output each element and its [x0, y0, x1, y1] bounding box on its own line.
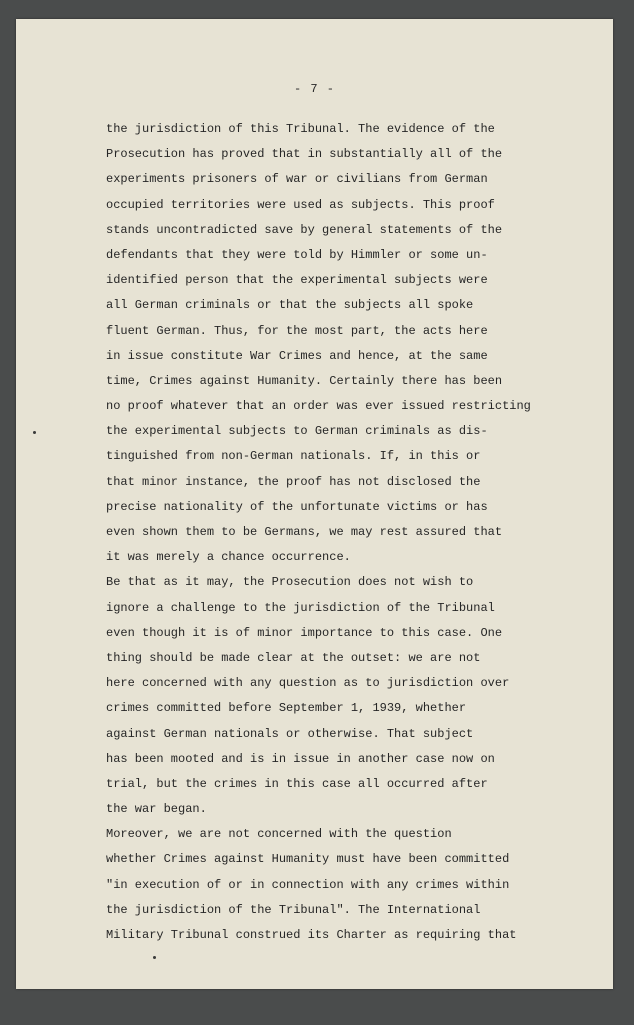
text-line: Military Tribunal construed its Charter as requiring that: [106, 928, 517, 942]
text-line: all German criminals or that the subjects all spoke: [106, 298, 474, 313]
margin-mark: [153, 956, 156, 959]
text-line: "in execution of or in connection with any crimes within: [106, 877, 510, 892]
text-line: even though it is of minor importance to this case. One: [106, 625, 503, 640]
text-line: stands uncontradicted save by general statements of the: [106, 222, 503, 237]
text-line: fluent German. Thus, for the most part, the acts here: [106, 323, 488, 338]
text-line: the experimental subjects to German criminals as dis-: [106, 424, 488, 439]
text-line: that minor instance, the proof has not disclosed the: [106, 474, 481, 489]
page-number: - 7 -: [293, 82, 335, 96]
text-line: occupied territories were used as subjects. This proof: [106, 197, 495, 212]
text-line: precise nationality of the unfortunate victims or has: [106, 499, 488, 514]
text-line: trial, but the crimes in this case all occurred after: [106, 776, 488, 791]
margin-mark: [33, 431, 36, 434]
text-line: experiments prisoners of war or civilians from German: [106, 172, 488, 187]
text-line: ignore a challenge to the jurisdiction of the Tribunal: [106, 600, 495, 615]
text-line: defendants that they were told by Himmler or some un-: [106, 247, 488, 262]
text-line: tinguished from non-German nationals. If, in this or: [106, 449, 481, 464]
text-line: Moreover, we are not concerned with the question: [106, 827, 452, 842]
body-text: [106, 117, 566, 948]
text-line: Prosecution has proved that in substantially all of the: [106, 147, 503, 162]
text-line: it was merely a chance occurrence.: [106, 550, 351, 565]
text-line: in issue constitute War Crimes and hence, at the same: [106, 348, 488, 363]
text-line: even shown them to be Germans, we may rest assured that: [106, 525, 503, 539]
text-line: crimes committed before September 1, 1939, whether: [106, 701, 467, 716]
text-line: time, Crimes against Humanity. Certainly there has been: [106, 373, 503, 388]
text-line: the war began.: [106, 802, 207, 817]
text-line: Be that as it may, the Prosecution does not wish to: [106, 575, 474, 590]
text-line: identified person that the experimental subjects were: [106, 273, 488, 288]
text-line: has been mooted and is in issue in another case now on: [106, 751, 495, 766]
text-line: against German nationals or otherwise. That subject: [106, 726, 474, 741]
text-line: here concerned with any question as to jurisdiction over: [106, 676, 510, 691]
text-line: whether Crimes against Humanity must have been committed: [106, 852, 510, 867]
text-line: the jurisdiction of the Tribunal". The International: [106, 902, 481, 917]
text-line: thing should be made clear at the outset: we are not: [106, 650, 481, 665]
text-line: the jurisdiction of this Tribunal. The evidence of the: [106, 122, 495, 136]
text-line: no proof whatever that an order was ever issued restricting: [106, 399, 531, 414]
document-page: [16, 19, 613, 989]
